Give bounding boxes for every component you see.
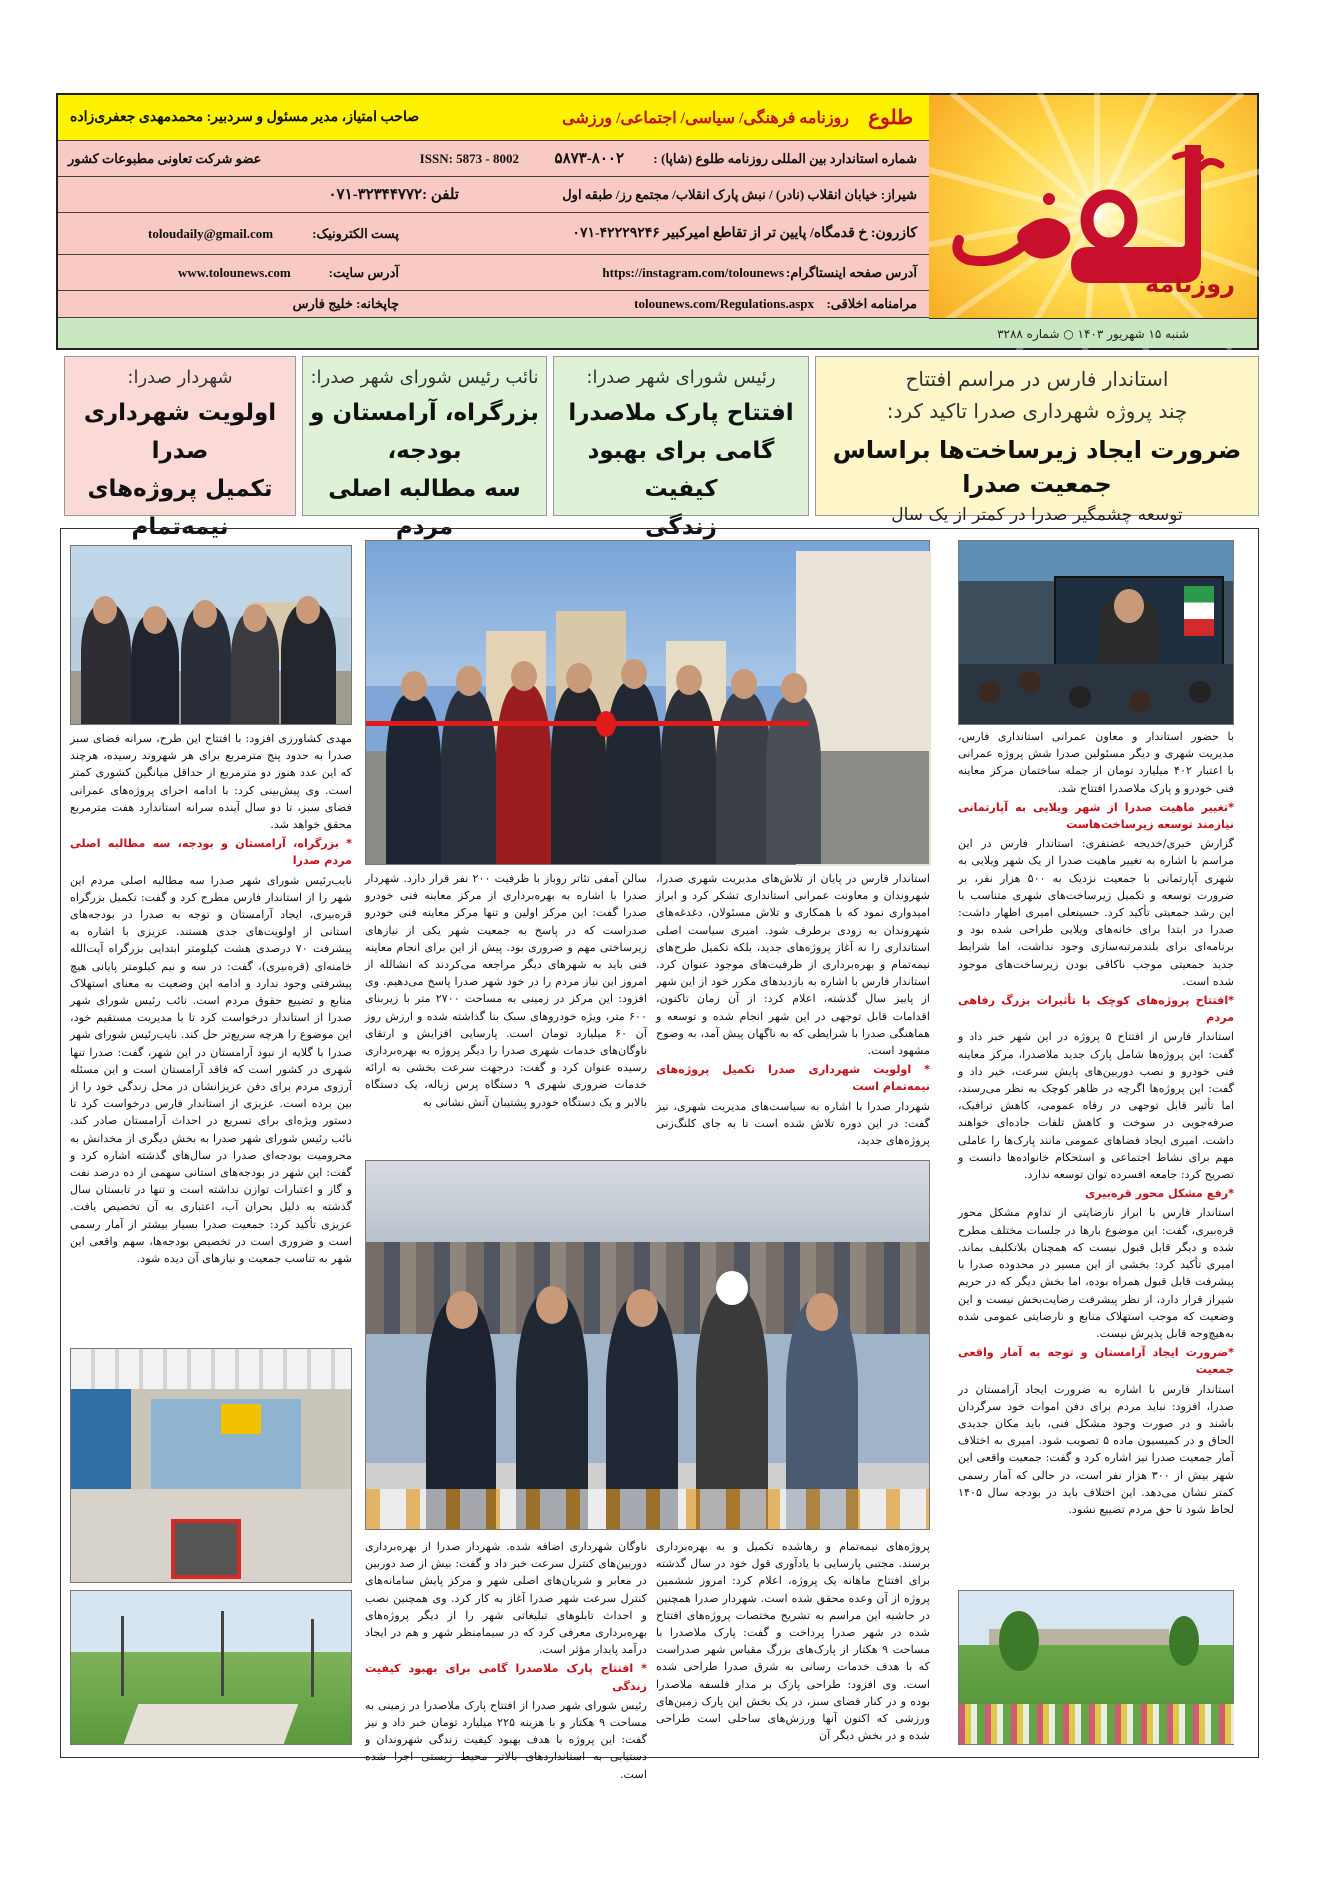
photo-crowd-ceremony[interactable] [365, 1160, 930, 1530]
article-column-center-right [656, 870, 930, 1152]
headline-deputy-council[interactable] [302, 356, 547, 540]
headline-mayor-kicker: شهردار صدرا: [127, 367, 233, 388]
headline-main[interactable] [815, 356, 1259, 525]
article-column-left [70, 730, 352, 1342]
masthead [56, 93, 1259, 350]
masthead-info [58, 95, 929, 348]
headline-deputy-line-1: بزرگراه، آرامستان و بودجه، [310, 400, 539, 464]
instagram-label: آدرس صفحه اینستاگرام: [785, 264, 917, 280]
article-subhead: * اولویت شهرداری صدرا تکمیل پروژه‌های نیمه‌تمام است [656, 1063, 930, 1094]
article-subhead: * افتتاح پارک ملاصدرا گامی برای بهبود کیفیت زندگی [365, 1662, 647, 1693]
brand-short: طلوع [868, 107, 913, 129]
article-paragraph: ناوگان شهرداری اضافه شده. شهردار صدرا از بهره‌برداری دوربین‌های کنترل سرعت خبر داد و گفت: بیش از صد دوربین در معابر و شریان‌های اصلی شهر و مرکز پایش سامانه‌های کنترل سرعت شهر صدرا آغاز به کار کرد. وی همچنین نصب و احداث تابلوهای تبلیغاتی شهر را از دیگر پروژه‌های بهره‌برداری معرفی کرد که در سیمامنظر شهر و هم در ایجاد درآمد پایدار مؤثر است. [365, 1540, 647, 1657]
email-link[interactable]: toloudaily@gmail.com [148, 225, 274, 241]
headline-council-line-2: گامی برای بهبود کیفیت [587, 438, 775, 502]
article-paragraph: استاندار فارس در پایان از تلاش‌های مدیریت شهری صدرا، شهروندان و معاونت عمرانی استانداری تشکر کرد و ابراز امیدواری نمود که با همکاری و تلاش مسئولان، دغدغه‌های شهروندان به زودی برطرف شود. امیری سیاست اصلی استانداری را نه آغاز پروژه‌های جدید، بلکه تکمیل طرح‌های نیمه‌تمام و بهره‌برداری از ظرفیت‌های موجود عنوان کرد. استاندار فارس با اشاره به بازدیدهای مکرر خود از این شهر از پاییز سال گذشته، اعلام کرد: از آن زمان تاکنون، اقدامات قابل توجهی در این شهر انجام شده و توسعه و هماهنگی صدرا با شرایطی که به ناگهان پیش آمد، به وضوح مشهود است. [656, 872, 930, 1058]
ethics-link[interactable]: tolounews.com/Regulations.aspx [634, 296, 814, 311]
article-paragraph: نایب‌رئیس شورای شهر صدرا سه مطالبه اصلی مردم این شهر را از استاندار فارس مطرح کرد و گفت: تکمیل بزرگراه قره‌بیری، ایجاد آرامستان و توجه به صدرا در بودجه‌های استانی از اولویت‌های جدی هستند. عزیزی با اشاره به پیشرفت ۷۰ درصدی هشت کیلومتر ابتدایی بزرگراه آیت‌الله خامنه‌ای (قره‌بیری)، گفت: در سه و نیم کیلومتر پایانی هیچ پیشرفتی وجود ندارد و ادامه این وضعیت به معنای استهلاک منابع و تضییع حقوق مردم است. نائب رئیس شورای شهر صدرا از استاندار درخواست کرد تا با مدیریت مستقیم خود، این موضوع را هرچه سریع‌تر حل کند. نایب‌رئیس شورای شهر صدرا با گلایه از نبود آرامستان در این شهر، گفت: صدرا تنها شهری در کشور است که فاقد آرامستان است و این مسئله آرزوی مردم برای دفن عزیزانشان در محل زندگی خود را از بین برده است. عزیزی از استاندار فارس درخواست کرد تا دستور ویژه‌ای برای تسریع در احداث آرامستان صادر کند. نائب رئیس شورای شهر صدرا به بخش دیگری از مخدانش به محرومیت بودجه‌ای صدرا در سال‌های گذشته اشاره کرد و گفت: این شهر در بودجه‌های استانی سهمی از ده درصد نفت و گاز و اعتبارات توازن نداشته است و تنها در تابستان سال گذشته به دلیل بحران آب، اعتباری به آن تخصیص یافت. عزیزی تأکید کرد: جمعیت صدرا بسیار بیشتر از آمار رسمی است و ضروری است در تخصیص بودجه‌ها، سهم واقعی این شهر به تناسب جمعیت و نیازهای آن دیده شود. [70, 873, 352, 1266]
article-paragraph: شهردار صدرا با اشاره به سیاست‌های مدیریت شهری، نیز گفت: در این دوره تلاش شده است تا به جای کلنگ‌زنی پروژه‌های جدید، [656, 1099, 930, 1148]
article-paragraph: استاندار فارس با ابراز نارضایتی از تداوم مشکل محور قره‌بیری، گفت: این موضوع بارها در جلسات مختلف مطرح شده و دیگر قابل قبول نیست که همچنان بلاتکلیف بماند. امیری تأکید کرد: بخشی از این مسیر در محدوده صدرا با پیشرفت قابل قبول همراه بوده، اما بخش دیگر که در حریم شیراز قرار دارد، از نظر پیشرفت رضایت‌بخش نیست و این وضعیت که موجب استهلاک منابع و نارضایتی عمومی شده به‌هیچ‌وجه قابل پذیرش نیست. [958, 1206, 1234, 1340]
article-subhead: * بزرگراه، آرامستان و بودجه، سه مطالبه اصلی مردم صدرا [70, 837, 352, 868]
article-paragraph: رئیس شورای شهر صدرا از افتتاح پارک ملاصدرا در زمینی به مساحت ۹ هکتار و با هزینه ۲۲۵ میلیارد تومان خبر داد و نیز گفت: این پروژه با هدف بهبود کیفیت زندگی شهروندان و دستیابی به استانداردهای بالاتر محیط زیستی اجرا شده است. [365, 1698, 648, 1781]
article-column-center-left [365, 870, 647, 1152]
site-label: آدرس سایت: [328, 264, 399, 280]
coop-member: عضو شرکت تعاونی مطبوعات کشور [68, 150, 262, 166]
headline-mayor-line-1: اولویت شهرداری صدرا [83, 400, 277, 464]
logo-box [927, 95, 1257, 348]
photo-inspection-center[interactable] [70, 1348, 352, 1583]
issn-fa: ۵۸۷۳-۸۰۰۲ [554, 151, 624, 167]
site-link[interactable]: www.tolounews.com [178, 264, 291, 280]
article-paragraph: استاندار فارس از افتتاح ۵ پروژه در این شهر خبر داد و گفت: این پروژه‌ها شامل پارک جدید ملاصدرا، مرکز معاینه فنی خودرو و نصب دوربین‌های پایش سرعت، خیر داد و گفت: این پروژه‌ها اگرچه در ظاهر کوچک به نظر می‌رسند، اما تأثیر قابل توجهی در رفاه عمومی، کاهش ترافیک، صرفه‌جویی در سوخت و کاهش تلفات جاده‌ای خواهند داشت. امیری ایجاد فضاهای عمومی مانند پارک‌ها را عاملی مهم برای نشاط اجتماعی و استحکام خانواده‌ها دانست و تصریح کرد: جامعه افسرده توان توسعه ندارد. [958, 1030, 1234, 1182]
photo-video-conference[interactable] [958, 540, 1234, 725]
issn-label: شماره استاندارد بین المللی روزنامه طلوع (شاپا) : [653, 150, 917, 166]
article-column-center-left-bottom [365, 1538, 648, 1781]
masthead-row-spacer [58, 318, 929, 348]
article-paragraph: مهدی کشاورزی افزود: با افتتاح این طرح، سرانه فضای سبز صدرا به حدود پنج مترمربع برای هر شهروند رسیده، هرچند که این عدد هنوز دو مترمربع از حداقل میانگین کشوری کمتر است. وی پیش‌بینی کرد: با ادامه اجرای پروژه‌های عمرانی فضای سبز، تا دو سال آینده سرانه استاندارد هفت مترمربع محقق خواهد شد. [70, 732, 352, 832]
logo-subtitle: روزنامه [1145, 270, 1235, 298]
masthead-row-issn [58, 141, 929, 177]
article-paragraph: با حضور استاندار و معاون عمرانی استانداری فارس، مدیریت شهری و دیگر مسئولین صدرا شش پروژه عمرانی با اعتبار ۴۰۲ میلیارد تومان از جمله ساختمان مرکز معاینه فنی خودرو و پارک ملاصدرا افتتاح شد. [958, 730, 1235, 795]
article-paragraph: پروژه‌های نیمه‌تمام و رهاشده تکمیل و به بهره‌برداری برسند. مجتبی پارسایی با یادآوری قول خود در سال گذشته برای افتتاح ماهانه یک پروژه، اعلام کرد: امروز ششمین پروژه از آن وعده محقق شده است. شهردار صدرا همچنین در حاشیه این مراسم به تشریح مختصات پروژه‌های افتتاح شده در شهر صدرا پرداخت و گفت: پارک ملاصدرا با مساحت ۹ هکتار از پارک‌های بزرگ مقیاس شهر صدراست که با هدف خدمات رسانی به شرق صدرا طراحی شده است. وی افزود: طراحی پارک بر مدار فلسفه ملاصدرا بوده و در کنار فضای سبز، در یک بخش این پارک زمین‌های ورزشی که اکنون آنها ورزش‌های ساحلی است طراحی شده و در بخش دیگر آن [656, 1540, 930, 1743]
publisher: صاحب امتیاز، مدیر مسئول و سردبیر: محمدمهدی جعفری‌زاده [70, 110, 420, 125]
shiraz-phone: تلفن :۳۲۳۴۴۷۷۲-۰۷۱ [328, 187, 459, 203]
headline-main-kicker-1: استاندار فارس در مراسم افتتاح [905, 367, 1169, 391]
issue-date-number: شنبه ۱۵ شهریور ۱۴۰۳ ○ شماره ۳۲۸۸ [929, 318, 1257, 348]
ethics-label: مرامنامه اخلاقی: [826, 296, 917, 311]
article-paragraph: گزارش خبری/خدیجه غضنفری: استاندار فارس در این مراسم با اشاره به تغییر ماهیت صدرا از یک شهر ویلایی به شهری آپارتمانی با جمعیت نزدیک به ۵۰۰ هزار نفر، بر ضرورت توسعه و تکمیل زیرساخت‌های شهری متناسب با این رشد جمعیتی تأکید کرد. حسینعلی امیری اظهار داشت: صدرا در ابتدا برای خانه‌های ویلایی طراحی شده بود و برنامه‌ای برای بلندمرتبه‌سازی وجود نداشت، اما شرایط جدید جمعیتی موجب ناکافی بودن زیرساخت‌های موجود شده است. [958, 837, 1234, 988]
issn-en: ISSN: 5873 - 8002 [419, 150, 519, 166]
article-subhead: *ضرورت ایجاد آرامستان و توجه به آمار واقعی جمعیت [958, 1346, 1234, 1377]
email-label: پست الکترونیک: [312, 225, 399, 241]
article-subhead: *افتتاح پروژه‌های کوچک با تأثیرات بزرگ رفاهی مردم [958, 994, 1234, 1025]
masthead-row-web [58, 255, 929, 291]
article-paragraph: سالن آمفی تئاتر روباز با ظرفیت ۲۰۰ نفر قرار دارد. شهردار صدرا با اشاره به بهره‌برداری از مرکز معاینه فنی خودرو صدرا گفت: این مرکز اولین و تنها مرکز معاینه فنی خودرو صدراست که در پاسخ به جمعیت شهر یکی از نیازهای زیرساختی مهم و ضروری بود. پیش از این برای انجام معاینه فنی باید به شهرهای دیگر مراجعه می‌کردند که انشالله از امروز این نیاز مردم را در خود شهر صدرا پاسخ می‌دهیم. وی افزود: این مرکز در زمینی به مساحت ۲۷۰۰ متر با زیربنای ۶۰۰ متر، ویژه خودروهای سبک بنا گذاشته شده و ارزش روز آن ۶۰ میلیارد تومان است. پارسایی افزایش و ارتقای ناوگان‌های خدمات شهری صدرا را دیگر پروژه به بهره‌برداری رسیده عنوان کرد و گفت: درجهت سرعت بخشی به ارائه خدمات ضروری شهری ۹ دستگاه پرس زباله، یک دستگاه بالابر و یک دستگاه خودرو پشتیبان آتش نشانی به [365, 872, 647, 1109]
kazerun-address: کازرون: خ قدمگاه/ پایین تر از تقاطع امیرکبیر ۴۲۲۲۹۲۴۶-۰۷۱ [572, 226, 917, 241]
photo-park-right[interactable] [958, 1590, 1234, 1745]
printer: چاپخانه: خلیج فارس [292, 296, 399, 311]
masthead-row-tagline [58, 95, 929, 141]
photo-park-left[interactable] [70, 1590, 352, 1745]
headline-council-line-1: افتتاح پارک ملاصدرا [568, 400, 794, 426]
photo-officials-walking[interactable] [70, 545, 352, 725]
masthead-row-ethics [58, 291, 929, 318]
headline-main-kicker-2: چند پروژه شهرداری صدرا تاکید کرد: [886, 399, 1188, 423]
tagline: روزنامه فرهنگی/ سیاسی/ اجتماعی/ ورزشی [562, 109, 849, 127]
article-subhead: *تغییر ماهیت صدرا از شهر ویلایی به آپارتمانی نیازمند توسعه زیرساخت‌هاست [958, 800, 1234, 832]
article-column-right [958, 728, 1234, 1598]
masthead-row-kazerun [58, 213, 929, 255]
article-paragraph: استاندار فارس با اشاره به ضرورت ایجاد آرامستان در صدرا، افزود: نباید مردم برای دفن اموات خود سرگردان باشند و در صورت وجود مشکل فنی، باید مکان جدیدی الحاق و در کمیسیون ماده ۵ تصویب شود. امیری به اختلاف آمار جمعیت صدرا نیز اشاره کرد و گفت: جمعیت واقعی این شهر بیش از ۳۰۰ هزار نفر است، در حالی که آمار رسمی کمتر نشان می‌دهد. این اختلاف باید در بودجه سال ۱۴۰۵ لحاظ شود تا حق مردم تضییع نشود. [958, 1382, 1234, 1516]
article-subhead: *رفع مشکل محور قرەبیری [1084, 1187, 1234, 1201]
headline-deputy-line-2: سه مطالبه اصلی مردم [328, 476, 521, 540]
headline-council-head[interactable] [553, 356, 809, 540]
masthead-row-shiraz [58, 177, 929, 213]
headline-mayor[interactable] [64, 356, 296, 540]
instagram-link[interactable]: https://instagram.com/tolounews [602, 264, 784, 280]
shiraz-address: شیراز: خیابان انقلاب (نادر) / نبش پارک انقلاب/ مجتمع رز/ طبقه اول [562, 186, 917, 202]
photo-ribbon-cutting[interactable] [365, 540, 930, 865]
headline-council-line-3: زندگی [645, 514, 717, 540]
headline-deputy-kicker: نائب رئیس شورای شهر صدرا: [310, 367, 539, 388]
headline-council-kicker: رئیس شورای شهر صدرا: [586, 367, 776, 388]
headline-mayor-line-2: تکمیل پروژه‌های نیمه‌تمام [87, 476, 273, 540]
article-column-center-right-bottom [656, 1538, 930, 1750]
headline-main-title: ضرورت ایجاد زیرساخت‌ها براساس جمعیت صدرا [832, 436, 1242, 498]
headline-main-subtitle: توسعه چشمگیر صدرا در کمتر از یک سال [891, 505, 1183, 525]
